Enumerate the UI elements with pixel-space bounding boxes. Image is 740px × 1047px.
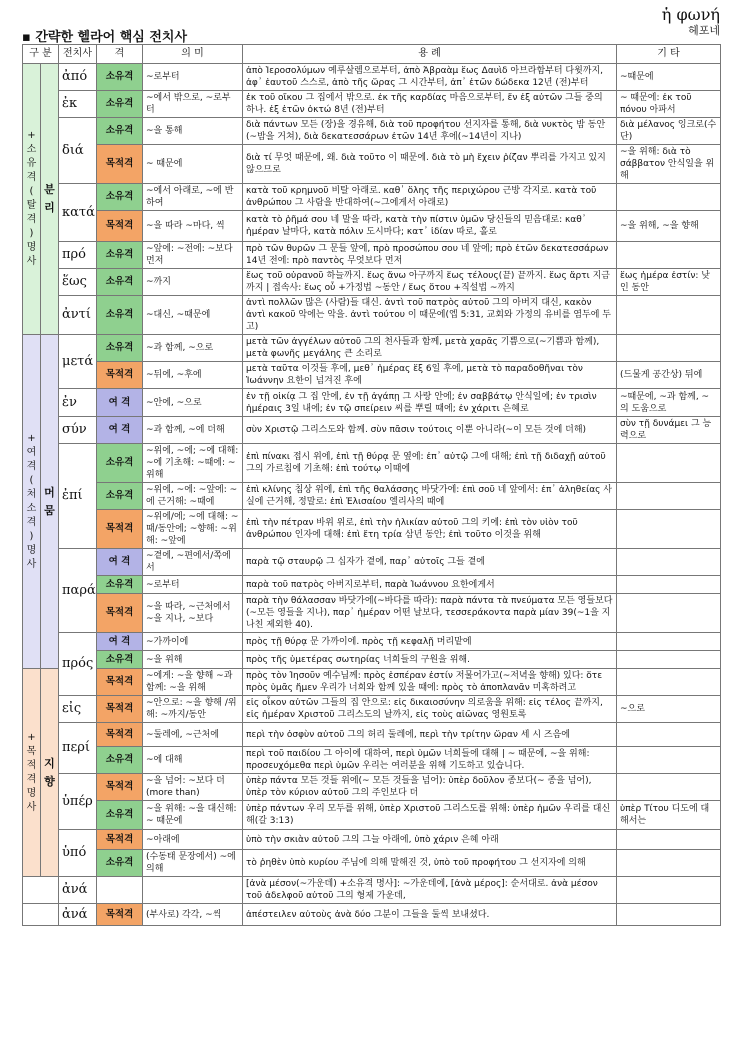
preposition-cell: παρά bbox=[59, 549, 97, 633]
meaning-cell: ~앞에: ~전에: ~보다 먼저 bbox=[143, 242, 243, 269]
table-row bbox=[23, 335, 721, 362]
example-cell: ἀπὸ Ἱεροσολύμων 예루살렘으로부터, ἀπὸ Ἀβραὰμ ἕως Δαυὶδ 아브라함부터 다윗까지, ἀφ᾽ ἑαυτοῦ 스스로, ἀπὸ τῆς ὥρας 그 시간부터, ἀπ᾽ ἐτῶν δώδεκα 12년 (전)부터 bbox=[243, 64, 617, 91]
preposition-cell: κατά bbox=[59, 184, 97, 242]
case-cell: 소유격 bbox=[97, 576, 143, 594]
header-category: 구 분 bbox=[23, 45, 59, 64]
table-row bbox=[23, 696, 721, 723]
example-cell: πρὸς τῇ θύρᾳ 문 가까이에. πρὸς τῇ κεφαλῇ 머리맡에 bbox=[243, 633, 617, 651]
note-cell bbox=[617, 877, 721, 904]
meaning-cell: ~대신, ~때문에 bbox=[143, 296, 243, 335]
table-row bbox=[23, 510, 721, 549]
case-cell: 소유격 bbox=[97, 64, 143, 91]
example-cell: ἐν τῇ οἰκίᾳ 그 집 안에, ἐν τῇ ἀγάπῃ 그 사랑 안에; ἐν σαββάτῳ 안식일에; ἐν τρισὶν ἡμέραις 3일 내에; ἐν τῷ σπείρειν 씨를 뿌릴 때에; ἐν χάριτι 은혜로 bbox=[243, 389, 617, 417]
meaning-cell: ~을 따라, ~근처에서 ~을 지나, ~보다 bbox=[143, 594, 243, 633]
example-cell: ὑπὸ τὴν σκιὰν αὐτοῦ 그의 그늘 아래에, ὑπὸ χάριν 은혜 아래 bbox=[243, 830, 617, 850]
table-row bbox=[23, 91, 721, 118]
header-row bbox=[23, 45, 721, 64]
preposition-cell: ἀντί bbox=[59, 296, 97, 335]
example-cell: τὸ ῥηθὲν ὑπὸ κυρίου 주님에 의해 말해진 것, ὑπὸ τοῦ προφήτου 그 선지자에 의해 bbox=[243, 850, 617, 877]
example-cell: κατὰ τὸ ῥῆμά σου 네 말을 따라, κατὰ τὴν πίστιν ὑμῶν 당신들의 믿음대로: καθ᾽ ἡμέραν 날마다, κατὰ πόλιν 도시마다; κατ᾽ ἰδίαν 따로, 홀로 bbox=[243, 211, 617, 242]
case-cell: 여 격 bbox=[97, 549, 143, 576]
brand-greek: ἡ φωνή bbox=[661, 5, 720, 24]
meaning-cell: ~로부터 bbox=[143, 64, 243, 91]
case-cell: 소유격 bbox=[97, 747, 143, 774]
note-cell: ἕως ἡμέρα ἐστίν: 낮인 동안 bbox=[617, 269, 721, 296]
note-cell: σὺν τῇ δυνάμει 그 능력으로 bbox=[617, 417, 721, 444]
example-cell: διὰ τί 무엇 때문에, 왜. διὰ τοῦτο 이 때문에. διὰ τὸ μὴ ἔχειν ῥίζαν 뿌리를 가지고 있지 않으므로 bbox=[243, 145, 617, 184]
group-main-label: + 소 유 격 ( 탈 격 ) 명 사 bbox=[23, 64, 41, 335]
brand-korean: 헤포네 bbox=[688, 24, 720, 37]
preposition-cell: πρός bbox=[59, 633, 97, 696]
meaning-cell: ~안에, ~으로 bbox=[143, 389, 243, 417]
note-cell bbox=[617, 594, 721, 633]
group-main-label: + 목 적 격 명 사 bbox=[23, 669, 41, 877]
note-cell bbox=[617, 549, 721, 576]
note-cell bbox=[617, 651, 721, 669]
meaning-cell: ~안으로: ~을 향해 /위해: ~까지/동안 bbox=[143, 696, 243, 723]
table-row bbox=[23, 774, 721, 801]
case-cell: 목적격 bbox=[97, 669, 143, 696]
table-row bbox=[23, 483, 721, 510]
case-cell: 목적격 bbox=[97, 362, 143, 389]
table-row bbox=[23, 669, 721, 696]
note-cell: ~때문에 bbox=[617, 64, 721, 91]
meaning-cell: ~로부터 bbox=[143, 576, 243, 594]
note-cell bbox=[617, 483, 721, 510]
group-sub-label: 머 뭄 bbox=[41, 335, 59, 669]
example-cell: περὶ τὴν ὀσφὺν αὐτοῦ 그의 허리 둘레에, περὶ τὴν τρίτην ὥραν 세 시 즈음에 bbox=[243, 723, 617, 747]
table-row bbox=[23, 211, 721, 242]
table-row bbox=[23, 389, 721, 417]
note-cell bbox=[617, 747, 721, 774]
meaning-cell: ~에게: ~을 향해 ~과 함께: ~을 위해 bbox=[143, 669, 243, 696]
case-cell bbox=[97, 877, 143, 904]
note-cell: ὑπὲρ Τίτου 디도에 대해서는 bbox=[617, 801, 721, 830]
case-cell: 목적격 bbox=[97, 211, 143, 242]
meaning-cell: ~과 함께, ~으로 bbox=[143, 335, 243, 362]
header-note: 기 타 bbox=[617, 45, 721, 64]
example-cell: ἐπὶ κλίνης 침상 위에, ἐπὶ τῆς θαλάσσης 바닷가에: ἐπὶ σοῦ 네 앞에서: ἐπ᾽ ἀληθείας 사실에 근거해, 정말로: ἐπὶ Ἐλισαίου 엘리사의 때에 bbox=[243, 483, 617, 510]
table-row bbox=[23, 145, 721, 184]
note-cell bbox=[617, 335, 721, 362]
example-cell: ὑπὲρ πάντα 모든 것들 위에(~ 모든 것들을 넘어): ὑπὲρ δοῦλον 종보다(~ 종을 넘어), ὑπὲρ τὸν κύριον αὐτοῦ 그의 주인보다 더 bbox=[243, 774, 617, 801]
case-cell: 목적격 bbox=[97, 510, 143, 549]
preposition-cell: ὑπό bbox=[59, 830, 97, 877]
case-cell: 소유격 bbox=[97, 242, 143, 269]
table-row bbox=[23, 723, 721, 747]
meaning-cell: ~을 넘어: ~보다 더(more than) bbox=[143, 774, 243, 801]
header-preposition: 전치사 bbox=[59, 45, 97, 64]
brand-logo bbox=[662, 6, 720, 37]
case-cell: 목적격 bbox=[97, 696, 143, 723]
table-row bbox=[23, 64, 721, 91]
meaning-cell: ~위에, ~에; ~에 대해: ~에 기초해: ~때에: ~위해 bbox=[143, 444, 243, 483]
preposition-cell: πρό bbox=[59, 242, 97, 269]
group-sub-label: 분 리 bbox=[41, 64, 59, 335]
example-cell: ἐκ τοῦ οἴκου 그 집에서 밖으로. ἐκ τῆς καρδίας 마음으로부터, ἔν ἐξ αὐτῶν 그들 중의 하나. ἐξ ἐτῶν ὀκτώ 8년 (전)부터 bbox=[243, 91, 617, 118]
note-cell: (드물게 공간상) 뒤에 bbox=[617, 362, 721, 389]
table-body bbox=[23, 64, 721, 926]
example-cell: πρὸς τὸν Ἰησοῦν 예수님께: πρὸς ἑσπέραν ἐστίν 저물어가고(~저녁을 향해) 있다: ὅτε πρὸς ὑμᾶς ἤμεν 우리가 너희와 함께 있을 때에: πρὸς τὸ ἀποπλανᾶν 미혹하려고 bbox=[243, 669, 617, 696]
case-cell: 소유격 bbox=[97, 91, 143, 118]
example-cell: πρὸ τῶν θυρῶν 그 문들 앞에, πρὸ προσώπου σου 네 앞에; πρὸ ἐτῶν δεκατεσσάρων 14년 전에: πρὸ παντὸς 무엇보다 먼저 bbox=[243, 242, 617, 269]
page-title: ▪ 간략한 헬라어 핵심 전치사 bbox=[22, 30, 188, 45]
case-cell: 소유격 bbox=[97, 801, 143, 830]
meaning-cell: ~과 함께, ~에 더해 bbox=[143, 417, 243, 444]
case-cell: 소유격 bbox=[97, 444, 143, 483]
meaning-cell: ~까지 bbox=[143, 269, 243, 296]
preposition-cell: περί bbox=[59, 723, 97, 774]
note-cell bbox=[617, 633, 721, 651]
note-cell bbox=[617, 774, 721, 801]
example-cell: παρὰ τῷ σταυρῷ 그 십자가 곁에, παρ᾽ αὐτοῖς 그들 곁에 bbox=[243, 549, 617, 576]
note-cell bbox=[617, 576, 721, 594]
meaning-cell: ~뒤에, ~후에 bbox=[143, 362, 243, 389]
example-cell: ἀπέστειλεν αὐτοὺς ἀνὰ δύο 그분이 그들을 둘씩 보내셨다. bbox=[243, 904, 617, 926]
meaning-cell: ~에서 밖으로, ~로부터 bbox=[143, 91, 243, 118]
case-cell: 목적격 bbox=[97, 723, 143, 747]
meaning-cell: ~을 따라 ~마다, 씩 bbox=[143, 211, 243, 242]
meaning-cell: ~둘레에, ~근처에 bbox=[143, 723, 243, 747]
meaning-cell: ~아래에 bbox=[143, 830, 243, 850]
preposition-cell: ἕως bbox=[59, 269, 97, 296]
note-cell: ~을 위해, ~을 향해 bbox=[617, 211, 721, 242]
meaning-cell bbox=[143, 877, 243, 904]
table-row bbox=[23, 362, 721, 389]
note-cell bbox=[617, 723, 721, 747]
table-row bbox=[23, 576, 721, 594]
case-cell: 여 격 bbox=[97, 633, 143, 651]
table-row bbox=[23, 242, 721, 269]
example-cell: μετὰ τῶν ἀγγέλων αὐτοῦ 그의 천사들과 함께, μετὰ χαρᾶς 기쁨으로(~기쁨과 함께), μετὰ φωνῆς μεγάλης 큰 소리로 bbox=[243, 335, 617, 362]
preposition-cell: ἐκ bbox=[59, 91, 97, 118]
header-example: 용 례 bbox=[243, 45, 617, 64]
note-cell bbox=[617, 510, 721, 549]
example-cell: ὑπὲρ πάντων 우리 모두를 위해, ὑπὲρ Χριστοῦ 그리스도를 위해: ὑπὲρ ἡμῶν 우리를 대신해(갈 3:13) bbox=[243, 801, 617, 830]
table-row bbox=[23, 850, 721, 877]
meaning-cell: (수동태 문장에서) ~에 의해 bbox=[143, 850, 243, 877]
preposition-cell: ἀπό bbox=[59, 64, 97, 91]
note-cell: ~때문에, ~과 함께, ~의 도움으로 bbox=[617, 389, 721, 417]
note-cell: ~으로 bbox=[617, 696, 721, 723]
preposition-cell: διά bbox=[59, 118, 97, 184]
example-cell: ἀντὶ πολλῶν 많은 (사람)들 대신. ἀντὶ τοῦ πατρὸς αὐτοῦ 그의 아버지 대신, κακὸν ἀντὶ κακοῦ 악에는 악을. ἀντὶ τούτου 이 때문에(엡 5:31, 교회와 가정의 유비를 염두에 두고) bbox=[243, 296, 617, 335]
table-row bbox=[23, 269, 721, 296]
table-row bbox=[23, 417, 721, 444]
table-row bbox=[23, 549, 721, 576]
note-cell: διὰ μέλανος 잉크로(수단) bbox=[617, 118, 721, 145]
preposition-cell: μετά bbox=[59, 335, 97, 389]
note-cell: ~ 때문에: ἐκ τοῦ πόνου 아파서 bbox=[617, 91, 721, 118]
note-cell bbox=[617, 669, 721, 696]
note-cell bbox=[617, 184, 721, 211]
meaning-cell: ~을 위해 bbox=[143, 651, 243, 669]
table-row bbox=[23, 633, 721, 651]
case-cell: 목적격 bbox=[97, 830, 143, 850]
meaning-cell: ~위에, ~에: ~앞에: ~에 근거해: ~때에 bbox=[143, 483, 243, 510]
meaning-cell: ~ 때문에 bbox=[143, 145, 243, 184]
table-row bbox=[23, 296, 721, 335]
example-cell: ἕως τοῦ οὐρανοῦ 하늘까지. ἕως ἄνω 아구까지 ἕως τέλους(끝) 끝까지. ἕως ἄρτι 지금까지 | 접속사: ἕως οὗ +가정법 ~동안 / ἕως ὅτου +직설법 ~까지 bbox=[243, 269, 617, 296]
case-cell: 목적격 bbox=[97, 145, 143, 184]
table-row bbox=[23, 184, 721, 211]
meaning-cell: ~가까이에 bbox=[143, 633, 243, 651]
example-cell: μετὰ ταῦτα 이것들 후에, μεθ᾽ ἡμέρας ἕξ 6일 후에, μετὰ τὸ παραδοθῆναι τὸν Ἰωάννην 요한이 넘겨진 후에 bbox=[243, 362, 617, 389]
table-row bbox=[23, 877, 721, 904]
header-meaning: 의 미 bbox=[143, 45, 243, 64]
note-cell bbox=[617, 296, 721, 335]
case-cell: 목적격 bbox=[97, 594, 143, 633]
header-case: 격 bbox=[97, 45, 143, 64]
preposition-table bbox=[22, 44, 721, 926]
meaning-cell: ~위에/에; ~에 대해: ~때/동안에; ~향해: ~위해: ~앞에 bbox=[143, 510, 243, 549]
case-cell: 소유격 bbox=[97, 184, 143, 211]
preposition-cell: ἀνά bbox=[59, 877, 97, 904]
preposition-cell: ἐπί bbox=[59, 444, 97, 549]
case-cell: 목적격 bbox=[97, 904, 143, 926]
preposition-cell: εἰς bbox=[59, 696, 97, 723]
preposition-cell: ἀνά bbox=[59, 904, 97, 926]
case-cell: 여 격 bbox=[97, 389, 143, 417]
example-cell: διὰ πάντων 모든 (장)을 경유해, διὰ τοῦ προφήτου 선지자를 통해, διὰ νυκτὸς 밤 동안(~밤을 거쳐), διὰ δεκατεσσάρων ἐτῶν 14년 후에(~14년이 지나) bbox=[243, 118, 617, 145]
example-cell: παρὰ τὴν θάλασσαν 바닷가에(~바다를 따라): παρὰ πάντα τὰ πνεύματα 모든 영들보다(~모든 영들을 지나), παρ᾽ ἡμέραν 어떤 날보다, τεσσεράκοντα παρὰ μίαν 39(~1을 지나친 제외한 40). bbox=[243, 594, 617, 633]
example-cell: παρὰ τοῦ πατρὸς 아버지로부터, παρὰ Ἰωάννου 요한에게서 bbox=[243, 576, 617, 594]
meaning-cell: (부사로) 각각, ~씩 bbox=[143, 904, 243, 926]
meaning-cell: ~에서 아래로, ~에 반하여 bbox=[143, 184, 243, 211]
case-cell: 소유격 bbox=[97, 483, 143, 510]
example-cell: ἐπὶ πίνακι 접시 위에, ἐπὶ τῇ θύρᾳ 문 옆에: ἐπ᾽ αὐτῷ 그에 대해; ἐπὶ τῇ διδαχῇ αὐτοῦ 그의 가르침에 기초해: ἐπὶ τούτῳ 이때에 bbox=[243, 444, 617, 483]
example-cell: περὶ τοῦ παιδίου 그 아이에 대하여, περὶ ὑμῶν 너희들에 대해 | ~ 때문에, ~을 위해: προσευχόμεθα περὶ ὑμῶν 우리는 여러분을 위해 기도하고 있습니다. bbox=[243, 747, 617, 774]
case-cell: 소유격 bbox=[97, 269, 143, 296]
group-empty bbox=[23, 877, 59, 904]
meaning-cell: ~을 통해 bbox=[143, 118, 243, 145]
case-cell: 여 격 bbox=[97, 417, 143, 444]
table-row bbox=[23, 904, 721, 926]
table-row bbox=[23, 801, 721, 830]
note-cell bbox=[617, 444, 721, 483]
table-row bbox=[23, 651, 721, 669]
case-cell: 소유격 bbox=[97, 850, 143, 877]
table-row bbox=[23, 118, 721, 145]
group-main-label: + 여 격 ( 처 소 격 ) 명 사 bbox=[23, 335, 41, 669]
table-row bbox=[23, 594, 721, 633]
note-cell bbox=[617, 850, 721, 877]
note-cell bbox=[617, 242, 721, 269]
table-row bbox=[23, 830, 721, 850]
example-cell: [ἀνὰ μέσον(~가운데) +소유격 명사]: ~가운데에, [ἀνὰ μέρος]: 순서대로. ἀνὰ μέσον τοῦ ἀδελφοῦ αὐτοῦ 그의 형제 가운데, bbox=[243, 877, 617, 904]
case-cell: 소유격 bbox=[97, 335, 143, 362]
example-cell: εἰς οἶκον αὐτῶν 그들의 집 안으로: εἰς δικαιοσύνην 의로움을 위해: εἰς τέλος 끝까지, εἰς ἡμέραν Χριστοῦ 그리스도의 날까지, εἰς τοὺς αἰῶνας 영원토록 bbox=[243, 696, 617, 723]
meaning-cell: ~곁에, ~편에서/쪽에서 bbox=[143, 549, 243, 576]
group-sub-label: 지 향 bbox=[41, 669, 59, 877]
note-cell bbox=[617, 830, 721, 850]
case-cell: 목적격 bbox=[97, 774, 143, 801]
example-cell: πρὸς τῆς ὑμετέρας σωτηρίας 너희들의 구원을 위해. bbox=[243, 651, 617, 669]
meaning-cell: ~을 위해: ~을 대신해: ~ 때문에 bbox=[143, 801, 243, 830]
preposition-cell: ἐν bbox=[59, 389, 97, 417]
preposition-cell: σύν bbox=[59, 417, 97, 444]
example-cell: κατὰ τοῦ κρημνοῦ 비탈 아래로. καθ᾽ ὅλης τῆς περιχώρου 근방 각지로. κατὰ τοῦ ἀνθρώπου 그 사람을 반대하여(~그에게서 아래로) bbox=[243, 184, 617, 211]
preposition-cell: ὑπέρ bbox=[59, 774, 97, 830]
example-cell: ἐπὶ τὴν πέτραν 바위 위로, ἐπὶ τὴν ἡλικίαν αὐτοῦ 그의 키에: ἐπὶ τὸν υἱὸν τοῦ ἀνθρώπου 인자에 대해: ἐπὶ ἔτη τρία 삼년 동안; ἐπὶ τοῦτο 이것을 위해 bbox=[243, 510, 617, 549]
case-cell: 소유격 bbox=[97, 296, 143, 335]
note-cell: ~을 위해: διὰ τὸ σάββατον 안식일을 위해 bbox=[617, 145, 721, 184]
example-cell: σὺν Χριστῷ 그리스도와 함께. σὺν πᾶσιν τούτοις 이뿐 아니라(~이 모든 것에 더해) bbox=[243, 417, 617, 444]
case-cell: 소유격 bbox=[97, 651, 143, 669]
case-cell: 소유격 bbox=[97, 118, 143, 145]
group-empty bbox=[23, 904, 59, 926]
table-row bbox=[23, 747, 721, 774]
meaning-cell: ~에 대해 bbox=[143, 747, 243, 774]
table-row bbox=[23, 444, 721, 483]
note-cell bbox=[617, 904, 721, 926]
